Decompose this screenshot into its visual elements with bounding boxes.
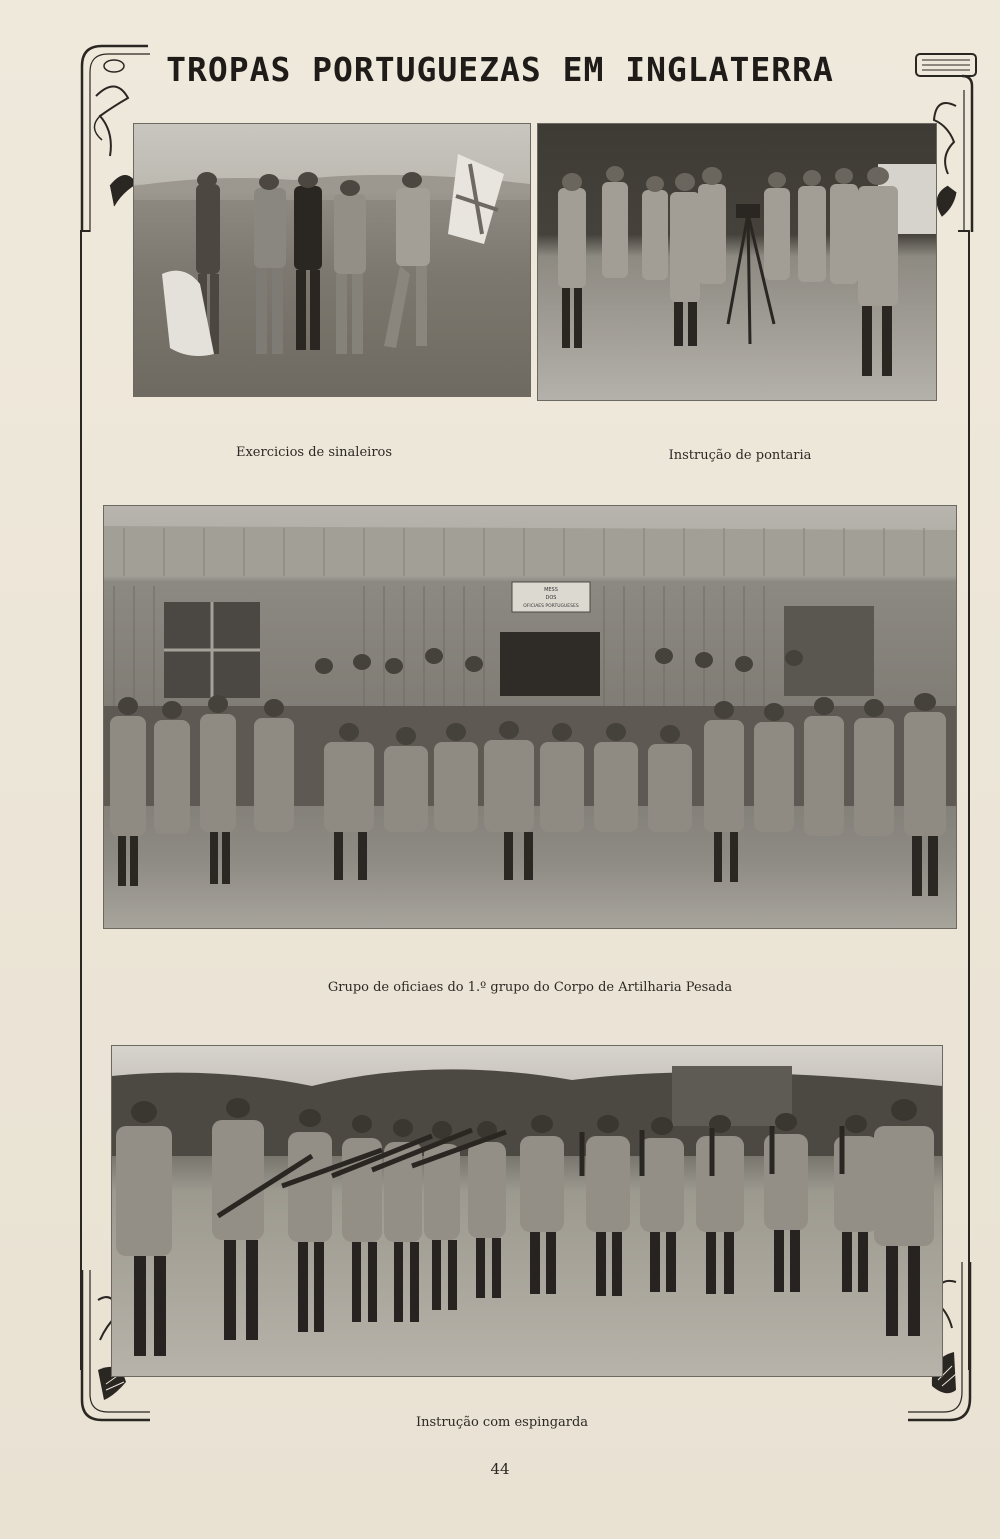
mess-sign-line2: DOS [545, 595, 557, 601]
caption-officers: Grupo de oficiaes do 1.º grupo do Corpo de Artilharia Pesada [327, 980, 733, 995]
mess-sign-line3: OFICIAES PORTUGUESES [523, 604, 579, 609]
photo-rifle [112, 1046, 942, 1376]
signalers-scene [134, 124, 530, 396]
rifle-scene [112, 1046, 942, 1376]
mess-sign-line1: MESS [544, 587, 558, 593]
photo-aiming [538, 124, 936, 400]
frame-left-line [80, 230, 82, 1370]
page-number: 44 [490, 1460, 510, 1478]
frame-right-line [968, 230, 970, 1370]
caption-rifle: Instrução com espingarda [415, 1415, 589, 1430]
aiming-scene [538, 124, 936, 400]
photo-signalers [134, 124, 530, 396]
officers-scene [104, 506, 956, 928]
page-title: TROPAS PORTUGUEZAS EM INGLATERRA [166, 50, 834, 89]
caption-aiming: Instrução de pontaria [668, 448, 812, 463]
photo-officers [104, 506, 956, 928]
caption-signalers: Exercicios de sinaleiros [235, 445, 393, 460]
